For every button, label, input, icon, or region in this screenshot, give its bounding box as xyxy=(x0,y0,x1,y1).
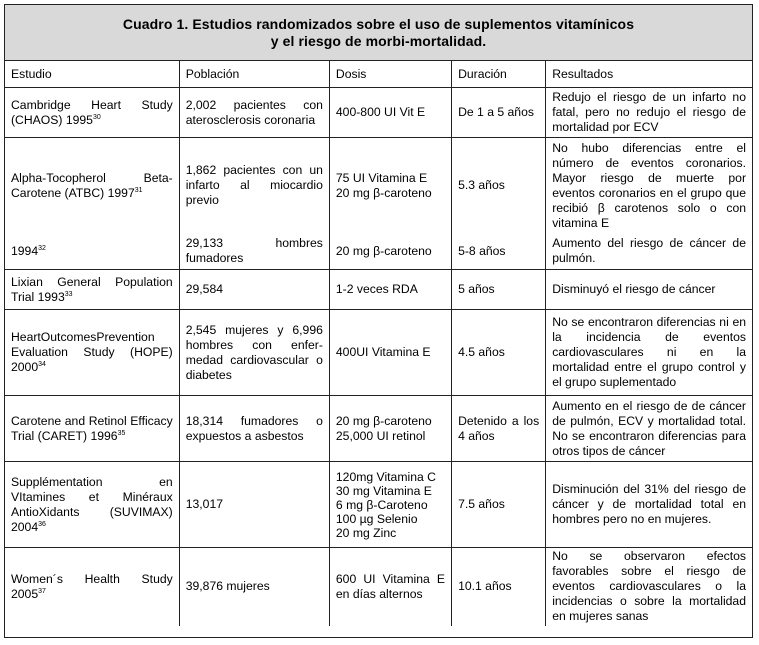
dose-line: 120mg Vitamina C xyxy=(335,469,436,484)
cell-duration: 5 años xyxy=(452,270,546,310)
cell-population: 1,862 pacientes con un infarto al miocardio previo xyxy=(179,138,329,234)
cell-study xyxy=(5,396,179,462)
cell-study xyxy=(5,138,179,234)
study-name: Cambridge Heart Study (CHAOS) 1995 xyxy=(11,97,173,127)
dose-line: 25,000 UI retinol xyxy=(335,428,426,443)
cell-population: 29,584 xyxy=(179,270,329,310)
cell-study xyxy=(5,88,179,138)
dose-line: 20 mg Zinc xyxy=(335,525,397,540)
cell-results: No se observaron efectos favorables sobre el riesgo de eventos cardiovasculares o la incidencias o sobre la mortalidad en mujeres sanas xyxy=(552,549,746,624)
header-duracion: Duración xyxy=(452,61,546,88)
dose-line: 400-800 UI Vit E xyxy=(335,105,426,119)
cell-population: 2,002 pacientes con aterosclerosis coronaria xyxy=(179,88,329,138)
study-ref: 35 xyxy=(117,429,126,437)
study-name: Carotene and Retinol Efficacy Trial (CARET) 1996 xyxy=(11,413,173,443)
title-line-1: Cuadro 1. Estudios randomizados sobre el uso de suplementos vitamínicos xyxy=(122,15,635,32)
cell-results: Disminuyó el riesgo de cáncer xyxy=(546,270,752,310)
dose-line: 20 mg β-caroteno xyxy=(335,185,432,200)
cell-study xyxy=(5,234,179,270)
study-ref: 33 xyxy=(64,290,73,298)
table-row xyxy=(5,138,752,234)
table-row xyxy=(5,396,752,462)
cell-results: Redujo el riesgo de un infarto no fatal, pero no redujo el riesgo de mortalidad por ECV xyxy=(546,88,752,138)
header-row xyxy=(5,61,752,88)
cell-duration: 5-8 años xyxy=(452,234,546,270)
cell-dose xyxy=(329,270,451,310)
study-ref: 37 xyxy=(38,587,46,595)
cell-duration: 10.1 años xyxy=(452,548,546,626)
cell-dose xyxy=(329,138,451,234)
header-dosis: Dosis xyxy=(329,61,451,88)
study-name: Women´s Health Study 2005 xyxy=(11,571,173,601)
cell-study xyxy=(5,462,179,548)
dose-line: 6 mg β-Caroteno xyxy=(335,497,428,512)
cell-study xyxy=(5,548,179,626)
cell-dose xyxy=(329,310,451,396)
table-row xyxy=(5,234,752,270)
cell-dose xyxy=(329,548,451,626)
cell-population: 2,545 mujeres y 6,996 hombres con enfer-medad cardiovascular o diabetes xyxy=(179,310,329,396)
study-ref: 34 xyxy=(38,360,46,368)
header-poblacion: Población xyxy=(179,61,329,88)
dose-line: 600 UI Vitamina E en días alternos xyxy=(335,571,446,601)
study-ref: 30 xyxy=(92,113,101,121)
header-resultados: Resultados xyxy=(546,61,752,88)
header-estudio: Estudio xyxy=(5,61,179,88)
dose-line: 400UI Vitamina E xyxy=(335,345,431,359)
cell-results: No se encontraron diferencias ni en la incidencia de eventos cardiovasculares ni en la mortalidad entre el grupo control y el grupo suplementado xyxy=(546,310,752,396)
dose-line: 1-2 veces RDA xyxy=(335,282,418,296)
table-row xyxy=(5,88,752,138)
cell-dose xyxy=(329,88,451,138)
study-ref: 36 xyxy=(38,520,46,528)
cell-duration: 5.3 años xyxy=(452,138,546,234)
table-row xyxy=(5,462,752,548)
dose-line: 75 UI Vitamina E xyxy=(335,170,428,185)
table-row xyxy=(5,548,752,626)
dose-line: 20 mg β-caroteno xyxy=(335,413,432,428)
cell-results: No hubo diferencias entre el número de eventos coronarios. Mayor riesgo de muerte por eventos coronarios en el grupo que recibió β carotenos solo o con vitamina E xyxy=(552,140,746,230)
cell-population: 18,314 fumadores o expuestos a asbestos xyxy=(179,396,329,462)
study-name: HeartOutcomesPrevention Evaluation Study (HOPE) 2000 xyxy=(11,330,173,374)
table-row xyxy=(5,310,752,396)
cell-population: 29,133 hombres fumadores xyxy=(179,234,329,270)
study-ref: 32 xyxy=(38,244,46,252)
cell-duration: 7.5 años xyxy=(452,462,546,548)
table-row xyxy=(5,270,752,310)
cell-study xyxy=(5,310,179,396)
dose-line: 20 mg β-caroteno xyxy=(335,243,432,258)
cell-duration: 4.5 años xyxy=(452,310,546,396)
cell-results: Aumento en el riesgo de de cáncer de pulmón, ECV y mortalidad total. No se encontraron diferencias para otros tipos de cáncer xyxy=(546,396,752,462)
cell-population: 13,017 xyxy=(179,462,329,548)
cell-results: Disminución del 31% del riesgo de cáncer y de mortalidad total en hombres pero no en mujeres. xyxy=(546,462,752,548)
table-title xyxy=(5,5,752,61)
studies-table xyxy=(5,61,752,626)
study-ref: 31 xyxy=(134,186,143,194)
cell-population: 39,876 mujeres xyxy=(179,548,329,626)
title-line-2: y el riesgo de morbi-mortalidad. xyxy=(270,32,487,49)
cell-duration: De 1 a 5 años xyxy=(452,88,546,138)
cell-study xyxy=(5,270,179,310)
cell-duration: Detenido a los 4 años xyxy=(452,396,546,462)
dose-line: 30 mg Vitamina E xyxy=(335,483,432,498)
study-name: Supplémentation en VItamines et Minéraux AntioXidants (SUVIMAX) 2004 xyxy=(11,474,173,534)
study-name: 1994 xyxy=(11,243,39,258)
cell-results: Aumento del riesgo de cáncer de pulmón. xyxy=(546,234,752,270)
dose-line: 100 µg Selenio xyxy=(335,511,418,526)
study-name: Lixian General Population Trial 1993 xyxy=(11,274,173,304)
cell-dose xyxy=(329,234,451,270)
cell-dose xyxy=(329,462,451,548)
study-name: Alpha-Tocopherol Beta-Carotene (ATBC) 1997 xyxy=(11,170,173,200)
table-frame xyxy=(4,4,753,638)
cell-dose xyxy=(329,396,451,462)
